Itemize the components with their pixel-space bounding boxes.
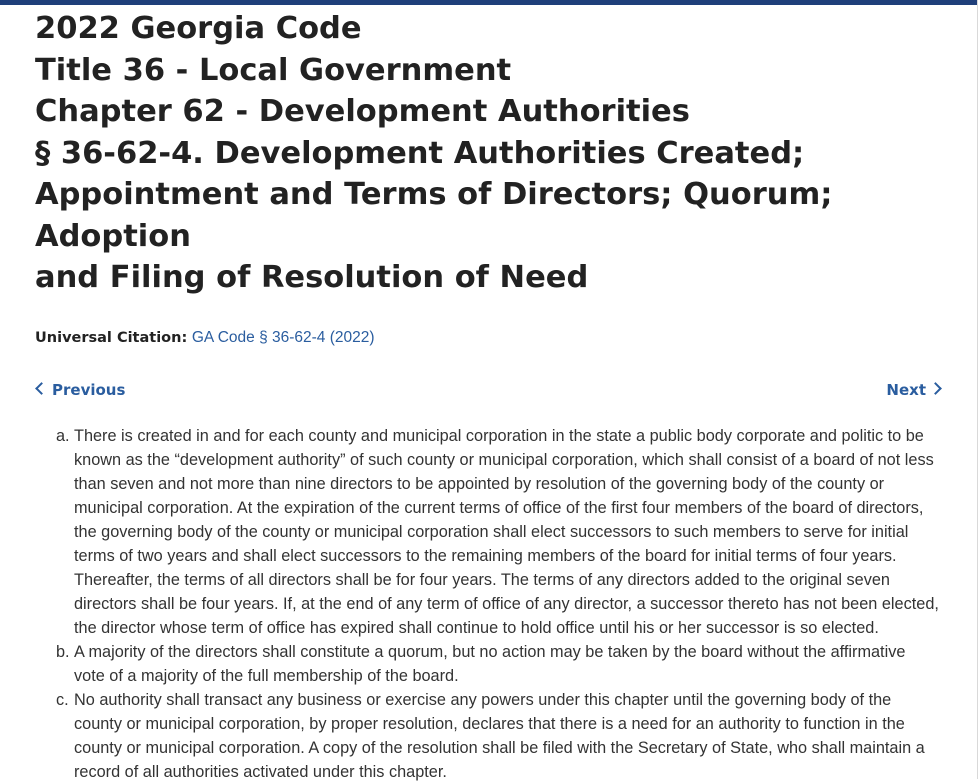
previous-label: Previous: [52, 380, 126, 399]
section-item-a: [35, 424, 940, 640]
section-pager: [35, 381, 945, 403]
chevron-left-icon: [35, 382, 48, 395]
title-line-code: 2022 Georgia Code: [35, 11, 362, 46]
title-line-chapter: Chapter 62 - Development Authorities: [35, 94, 690, 129]
next-label: Next: [886, 380, 926, 399]
page-title: [35, 8, 945, 299]
title-line-section-2: Appointment and Terms of Directors; Quorum; Adoption: [35, 177, 833, 254]
previous-link[interactable]: [35, 381, 125, 399]
next-link[interactable]: [886, 381, 942, 399]
section-text: No authority shall transact any business or exercise any powers under this chapter until the governing body of the county or municipal corporation, by proper resolution, declares that there is a need for an authority to function in the county or municipal corporation. A copy of the resolution shall be filed with the Secretary of State, who shall maintain a record of all authorities activated under this chapter.: [74, 690, 925, 781]
main-content: [35, 8, 945, 784]
top-accent-bar: [0, 0, 978, 5]
citation-link[interactable]: GA Code § 36-62-4 (2022): [191, 328, 375, 346]
title-line-section-3: and Filing of Resolution of Need: [35, 260, 589, 295]
section-text: There is created in and for each county and municipal corporation in the state a public body corporate and politic to be known as the “development authority” of such county or municipal corporation, which shall consist of a board of not less than seven and not more than nine directors to be appointed by resolution of the governing body of the county or municipal corporation. At the expiration of the current terms of office of the first four members of the board of directors, the governing body of the county or municipal corporation shall elect successors to such members to serve for initial terms of two years and shall elect successors to the remaining members of the board for initial terms of four years. Thereafter, the terms of all directors shall be for four years. The terms of any directors added to the original seven directors shall be four years. If, at the end of any term of office of any director, a successor thereto has not been elected, the director whose term of office has expired shall continue to hold office until his or her successor is so elected.: [74, 426, 939, 637]
section-marker: b.: [56, 642, 70, 661]
section-item-c: [35, 688, 940, 784]
title-line-title: Title 36 - Local Government: [35, 52, 512, 88]
section-text: A majority of the directors shall constitute a quorum, but no action may be taken by the board without the affirmative vote of a majority of the full membership of the board.: [74, 642, 906, 685]
chevron-right-icon: [929, 382, 942, 395]
universal-citation: [35, 328, 945, 348]
section-marker: a.: [56, 426, 70, 445]
title-line-section-1: § 36-62-4. Development Authorities Created;: [35, 135, 805, 171]
citation-label: Universal Citation:: [35, 329, 188, 346]
section-marker: c.: [56, 690, 69, 709]
section-item-b: [35, 640, 940, 688]
statute-sections: [35, 424, 945, 784]
